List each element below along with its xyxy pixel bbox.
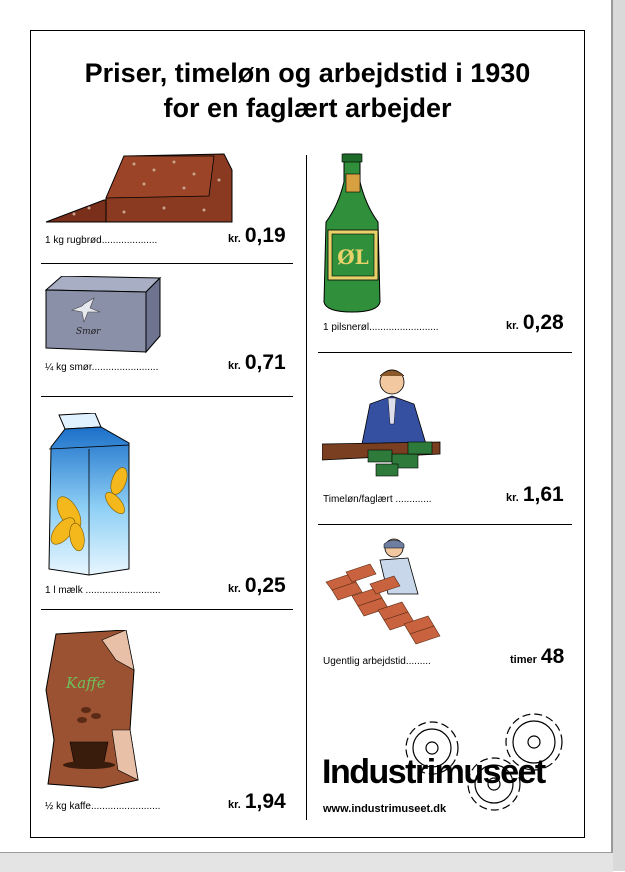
item-price-butter: kr. 0,71 — [228, 351, 286, 374]
rye-bread-illustration — [44, 150, 234, 226]
page-bottom-edge — [0, 852, 613, 872]
item-label-butter: ¼ kg smør........................ — [45, 362, 159, 373]
page-edge — [611, 0, 613, 871]
butter-illustration — [44, 276, 162, 354]
separator — [318, 352, 572, 353]
separator — [41, 263, 293, 264]
item-label-rye-bread: 1 kg rugbrød.................... — [45, 235, 158, 246]
separator — [41, 609, 293, 610]
item-label-coffee: ½ kg kaffe......................... — [45, 801, 161, 812]
item-label-milk: 1 l mælk ........................... — [45, 585, 161, 596]
item-label-hourly-wage: Timeløn/faglært ............. — [323, 494, 432, 505]
item-label-weekly-hours: Ugentlig arbejdstid......... — [323, 656, 431, 667]
milk-carton-illustration — [45, 413, 131, 577]
bricklayer-illustration — [322, 536, 450, 646]
item-price-beer: kr. 0,28 — [506, 311, 564, 334]
coffee-bag-illustration — [42, 630, 140, 790]
item-price-rye-bread: kr. 0,19 — [228, 224, 286, 247]
item-price-coffee: kr. 1,94 — [228, 790, 286, 813]
item-price-hourly-wage: kr. 1,61 — [506, 483, 564, 506]
page-shadow — [613, 0, 625, 871]
logo-url[interactable]: www.industrimuseet.dk — [323, 803, 447, 815]
svg-text:Smør: Smør — [76, 327, 101, 337]
svg-text:ØL: ØL — [337, 245, 369, 269]
separator — [41, 396, 293, 397]
logo-name: Industrimuseet — [322, 753, 545, 791]
item-label-beer: 1 pilsnerøl......................... — [323, 322, 439, 333]
poster-title: Priser, timeløn og arbejdstid i 1930 for en faglært arbejder — [84, 58, 531, 123]
svg-text:Kaffe: Kaffe — [66, 674, 106, 692]
beer-bottle-illustration — [322, 152, 384, 314]
column-divider — [306, 155, 307, 820]
item-price-milk: kr. 0,25 — [228, 574, 286, 597]
worker-with-money-illustration — [322, 364, 442, 480]
separator — [318, 524, 572, 525]
item-price-weekly-hours: timer 48 — [510, 645, 565, 668]
